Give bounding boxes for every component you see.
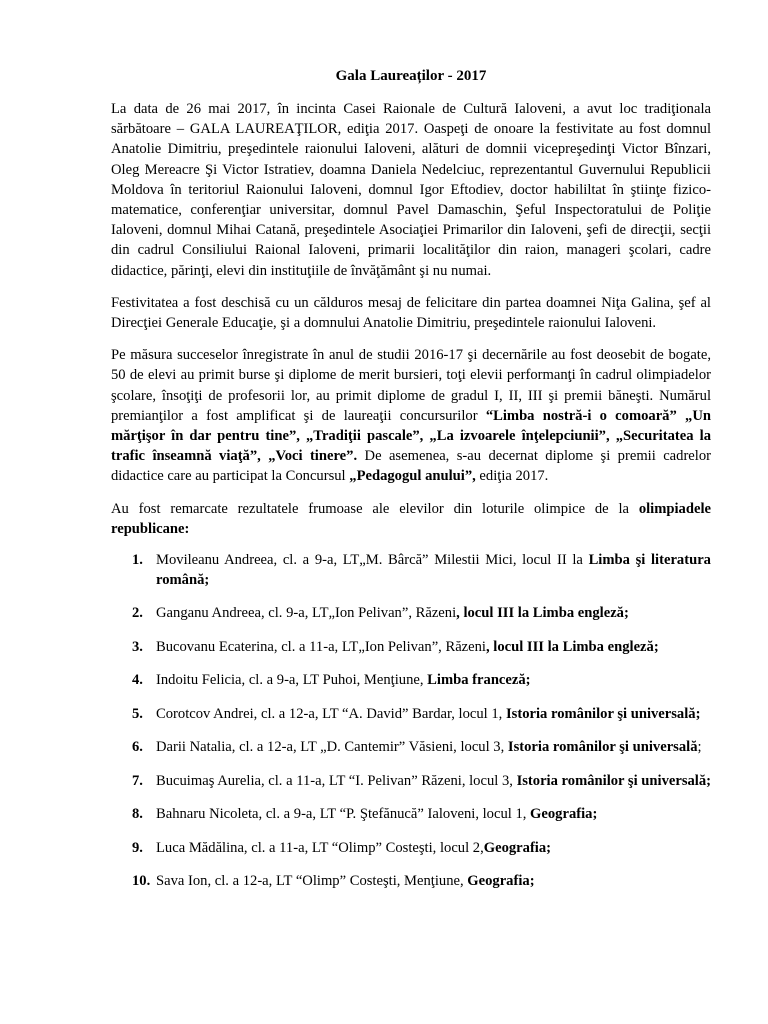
paragraph-opening: Festivitatea a fost deschisă cu un călduros mesaj de felicitare din partea doamnei Niţa Galina, şef al Direcţiei Generale Educaţie, şi a domnului Anatolie Dimitriu, preşedintele raionului Ialoveni.: [111, 294, 711, 332]
list-number: 6.: [132, 739, 143, 756]
laureates-list: [111, 551, 711, 892]
list-item-subject: Geografia;: [467, 873, 535, 890]
list-item-text: Luca Mădălina, cl. a 11-a, LT “Olimp” Costeşti, locul 2,: [156, 839, 484, 856]
list-item-text: Bahnaru Nicoleta, cl. a 9-a, LT “P. Ştefănucă” Ialoveni, locul 1,: [156, 806, 531, 823]
olympiads-text: Au fost remarcate rezultatele frumoase ale elevilor din loturile olimpice de la: [111, 500, 639, 517]
list-item-subject: Geografia;: [530, 806, 598, 823]
list-item: [111, 705, 711, 725]
paragraph-awards: [111, 345, 711, 486]
list-item-text: Corotcov Andrei, cl. a 12-a, LT “A. David” Bardar, locul 1,: [156, 705, 506, 722]
list-item-subject: Istoria românilor şi universală;: [516, 772, 712, 789]
list-item-subject: , locul III la Limba engleză;: [456, 605, 629, 622]
list-number: 1.: [132, 552, 143, 569]
list-item-subject: Limba şi literatura română;: [156, 552, 711, 588]
list-item: [111, 872, 711, 892]
list-item-subject: Istoria românilor şi universală: [507, 739, 698, 756]
awards-text-e: ediţia 2017.: [475, 468, 549, 485]
list-item-text: Bucuimaş Aurelia, cl. a 11-a, LT “I. Pelivan” Răzeni, locul 3,: [156, 772, 517, 789]
list-number: 8.: [132, 806, 143, 823]
contests-list: “Limba nostră-i o comoară” „Un mărţişor în dar pentru tine”, „Tradiţii pascale”, „La izvoarele înţelepciunii”, „Securitatea la trafic înseamnă viaţă”, „Voci tinere”.: [111, 407, 711, 465]
awards-text-c: De asemenea, s-au decernat diplome şi premii cadrelor didactice care au participat la Concursul: [111, 448, 711, 485]
list-item: [111, 839, 711, 859]
list-item: [111, 638, 711, 658]
list-number: 10.: [132, 873, 151, 890]
olympiads-bold: olimpiadele republicane:: [111, 500, 711, 537]
list-number: 5.: [132, 705, 143, 722]
list-item-text: Sava Ion, cl. a 12-a, LT “Olimp” Costeşti, Menţiune,: [156, 873, 468, 890]
list-item-text: Ganganu Andreea, cl. 9-a, LT„Ion Pelivan”, Răzeni: [156, 605, 457, 622]
list-item-text: Darii Natalia, cl. a 12-a, LT „D. Cantemir” Văsieni, locul 3,: [156, 739, 508, 756]
list-item-text: Bucovanu Ecaterina, cl. a 11-a, LT„Ion Pelivan”, Răzeni: [156, 638, 486, 655]
list-item-tail: ;: [697, 739, 702, 756]
list-number: 7.: [132, 772, 143, 789]
list-item: [111, 738, 711, 758]
list-item-subject: Geografia;: [483, 839, 552, 856]
list-number: 2.: [132, 605, 143, 622]
list-item-subject: Limba franceză;: [427, 672, 531, 689]
list-item: [111, 551, 711, 590]
list-item-text: Indoitu Felicia, cl. a 9-a, LT Puhoi, Menţiune,: [156, 672, 428, 689]
list-item-subject: , locul III la Limba engleză;: [485, 638, 659, 655]
list-item: [111, 671, 711, 691]
list-item: [111, 772, 711, 792]
awards-text-a: Pe măsura succeselor înregistrate în anul de studii 2016-17 şi decernările au fost deosebit de bogate, 50 de elevi au primit burse şi diplome de merit bursieri, toţi elevii performanţi în cadrul olimpiadelor şcolare, însoţiţi de profesorii lor, au primit diplome de gradul I, II, III şi premii băneşti. Numărul premianţilor a fost amplificat şi de laureaţii concursurilor: [111, 347, 711, 424]
list-item-subject: Istoria românilor şi universală;: [505, 705, 701, 722]
list-number: 3.: [132, 638, 143, 655]
paragraph-olympiads: [111, 499, 711, 539]
paragraph-intro: La data de 26 mai 2017, în incinta Casei Raionale de Cultură Ialoveni, a avut loc tradiţionala sărbătoare – GALA LAUREAŢILOR, ediţia 2017. Oaspeţi de onoare la festivitate au fost domnul Anatolie Dimitriu, preşedintele raionului Ialoveni, alături de domnii vicepreşedinţi Victor Bînzari, Oleg Mereacre Şi Victor Istratiev, doamna Daniela Nedelciuc, reprezentantul Guvernului Republicii Moldova în teritoriul Raionului Ialoveni, domnul Igor Eftodiev, doctor habililtat în ştiinţe fizico-matematice, conferenţiar universitar, domnul Pavel Damaschin, Şeful Inspectoratului de Poliţie Ialoveni, domnul Mihai Catană, preşedintele Asociaţiei Primarilor din Ialoveni, şefi de direcţii, secţii din cadrul Consiliului Raional Ialoveni, primarii localităţilor din raion, manageri şcolari, cadre didactice, părinţi, elevi din instituţiile de învăţământ şi nu numai.: [111, 101, 711, 279]
document-title: Gala Laureaților - 2017: [335, 68, 487, 84]
list-number: 4.: [132, 672, 143, 689]
list-item: [111, 805, 711, 825]
list-item-text: Movileanu Andreea, cl. a 9-a, LT„M. Bârcă” Milestii Mici, locul II la: [156, 552, 589, 569]
contest-pedagogue: „Pedagogul anului”,: [349, 468, 476, 485]
list-item: [111, 604, 711, 624]
list-number: 9.: [132, 839, 143, 856]
